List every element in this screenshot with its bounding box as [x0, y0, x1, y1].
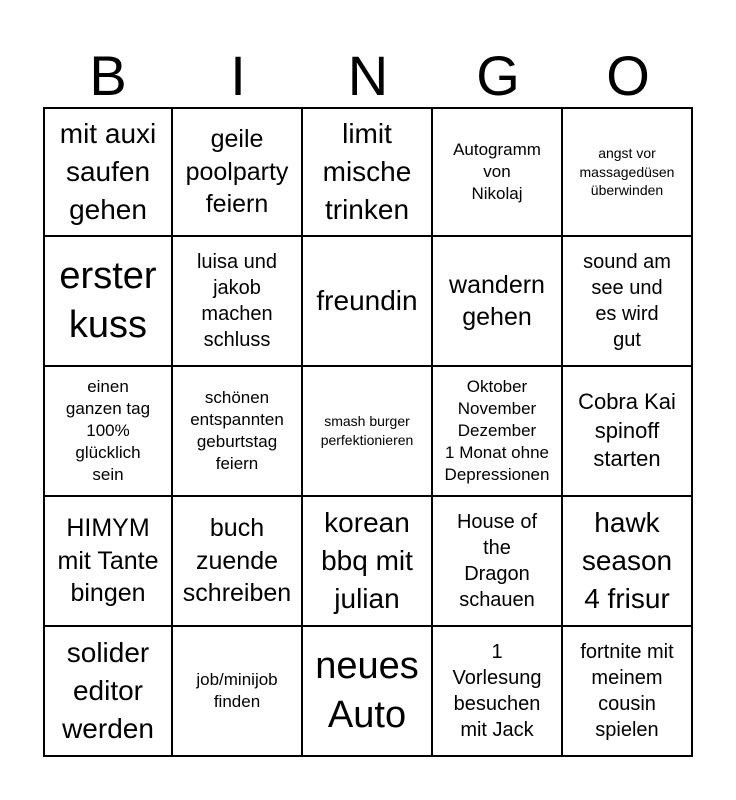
- bingo-cell-r1-c1[interactable]: mit auxi saufen gehen: [43, 107, 173, 237]
- bingo-cell-r2-c1[interactable]: erster kuss: [43, 237, 173, 367]
- bingo-cell-r4-c4[interactable]: House of the Dragon schauen: [433, 497, 563, 627]
- header-letter-g: G: [476, 44, 520, 107]
- header-letter-n: N: [347, 44, 389, 107]
- bingo-cell-r4-c1[interactable]: HIMYM mit Tante bingen: [43, 497, 173, 627]
- bingo-cell-r2-c2[interactable]: luisa und jakob machen schluss: [173, 237, 303, 367]
- bingo-cell-r5-c3[interactable]: neues Auto: [303, 627, 433, 757]
- bingo-cell-r3-c4[interactable]: Oktober November Dezember 1 Monat ohne Depressionen: [433, 367, 563, 497]
- bingo-cell-r4-c5[interactable]: hawk season 4 frisur: [563, 497, 693, 627]
- bingo-cell-r2-c3[interactable]: freundin: [303, 237, 433, 367]
- bingo-grid: [43, 107, 693, 757]
- bingo-cell-r3-c1[interactable]: einen ganzen tag 100% glücklich sein: [43, 367, 173, 497]
- bingo-cell-r5-c1[interactable]: solider editor werden: [43, 627, 173, 757]
- bingo-cell-r5-c4[interactable]: 1 Vorlesung besuchen mit Jack: [433, 627, 563, 757]
- bingo-cell-r3-c5[interactable]: Cobra Kai spinoff starten: [563, 367, 693, 497]
- bingo-cell-r5-c2[interactable]: job/minijob finden: [173, 627, 303, 757]
- header-letter-b: B: [89, 44, 127, 107]
- header-letter-i: I: [230, 44, 246, 107]
- header-letter-o: O: [606, 44, 650, 107]
- bingo-cell-r2-c4[interactable]: wandern gehen: [433, 237, 563, 367]
- bingo-cell-r1-c3[interactable]: limit mische trinken: [303, 107, 433, 237]
- bingo-cell-r3-c3[interactable]: smash burger perfektionieren: [303, 367, 433, 497]
- bingo-cell-r5-c5[interactable]: fortnite mit meinem cousin spielen: [563, 627, 693, 757]
- bingo-cell-r4-c2[interactable]: buch zuende schreiben: [173, 497, 303, 627]
- bingo-header: [43, 44, 693, 108]
- bingo-cell-r3-c2[interactable]: schönen entspannten geburtstag feiern: [173, 367, 303, 497]
- bingo-cell-r4-c3[interactable]: korean bbq mit julian: [303, 497, 433, 627]
- bingo-cell-r1-c2[interactable]: geile poolparty feiern: [173, 107, 303, 237]
- bingo-cell-r2-c5[interactable]: sound am see und es wird gut: [563, 237, 693, 367]
- bingo-cell-r1-c5[interactable]: angst vor massagedüsen überwinden: [563, 107, 693, 237]
- bingo-cell-r1-c4[interactable]: Autogramm von Nikolaj: [433, 107, 563, 237]
